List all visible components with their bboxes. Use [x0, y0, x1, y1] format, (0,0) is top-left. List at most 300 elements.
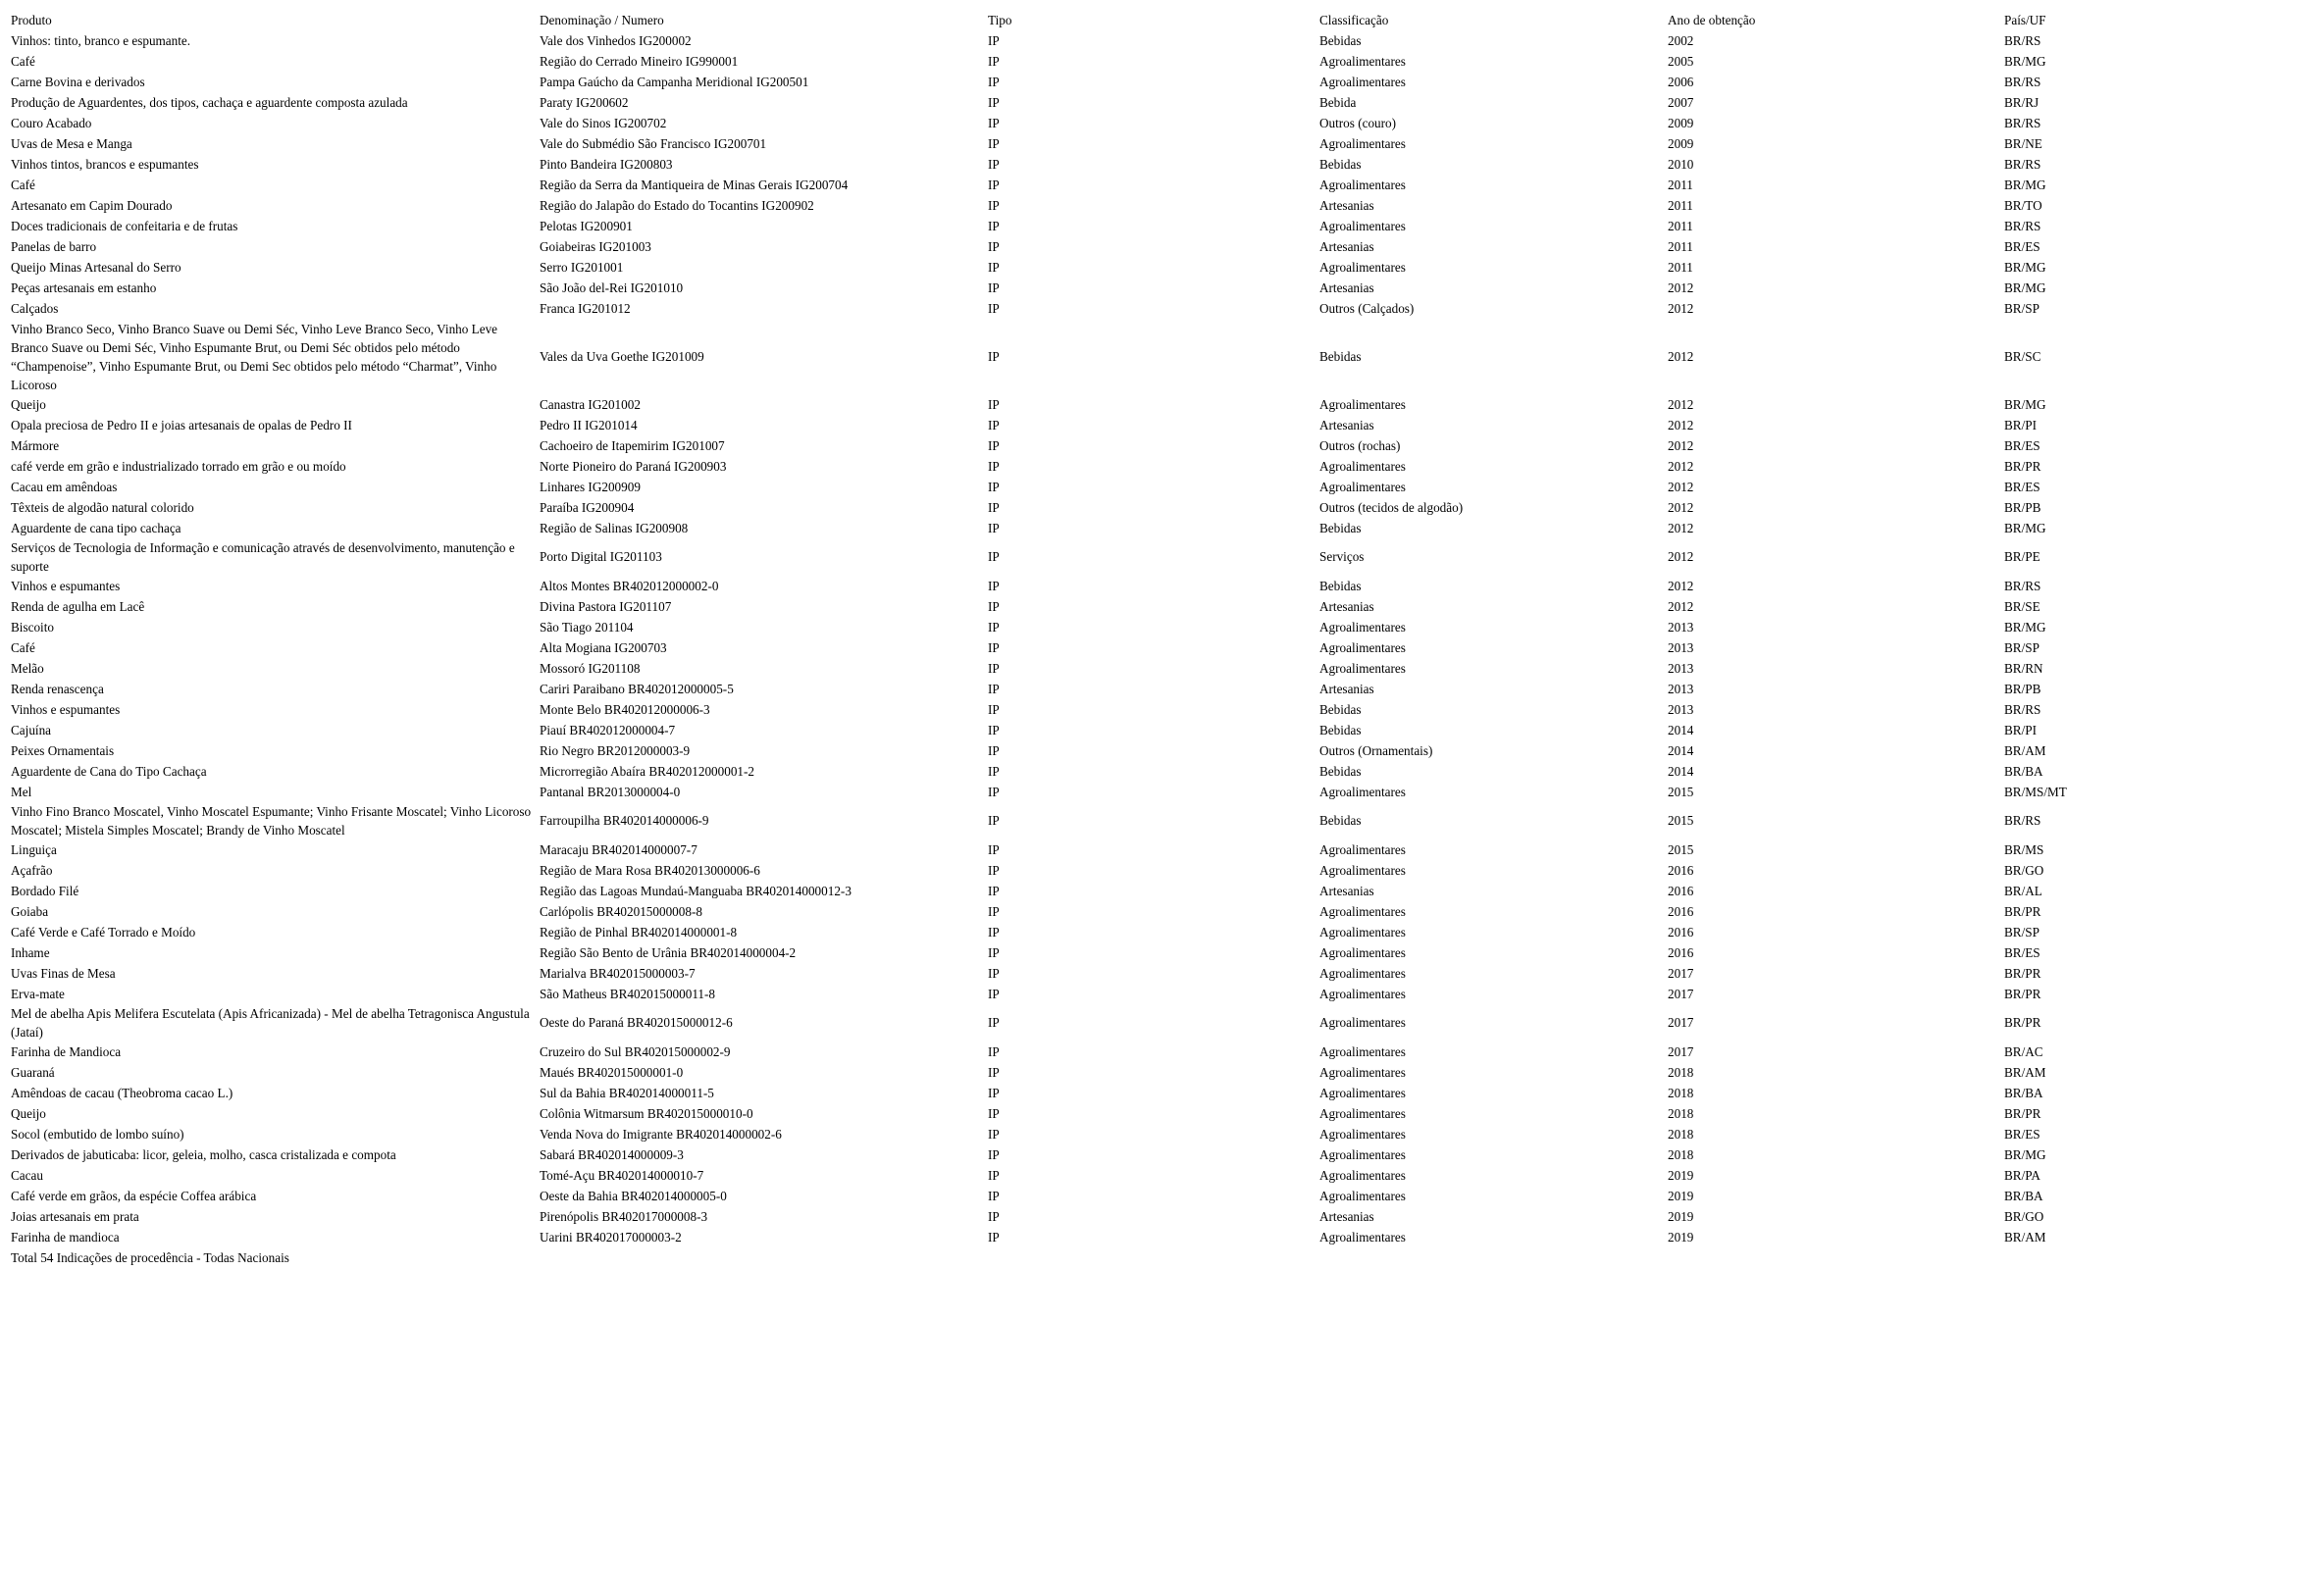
cell-tipo[interactable]: IP: [988, 986, 1000, 1001]
cell-denominacao[interactable]: Piauí BR402012000004-7: [540, 722, 676, 737]
header-denominacao[interactable]: Denominação / Numero: [540, 12, 664, 27]
cell-classificacao[interactable]: Agroalimentares: [1319, 479, 1406, 494]
cell-classificacao[interactable]: Agroalimentares: [1319, 841, 1406, 857]
cell-pais-uf[interactable]: BR/NE: [2004, 135, 2042, 151]
cell-produto[interactable]: Derivados de jabuticaba: licor, geleia, molho, casca cristalizada e compota: [11, 1147, 396, 1162]
cell-produto[interactable]: Erva-mate: [11, 987, 65, 1001]
cell-produto[interactable]: Vinhos: tinto, branco e espumante.: [11, 33, 191, 48]
cell-produto[interactable]: Doces tradicionais de confeitaria e de frutas: [11, 219, 238, 233]
cell-produto[interactable]: Uvas de Mesa e Manga: [11, 136, 132, 151]
cell-pais-uf[interactable]: BR/PI: [2004, 722, 2037, 737]
cell-pais-uf[interactable]: BR/PR: [2004, 986, 2041, 1001]
cell-tipo[interactable]: IP: [988, 1229, 1000, 1245]
cell-produto[interactable]: Café: [11, 54, 35, 69]
cell-denominacao[interactable]: Rio Negro BR2012000003-9: [540, 742, 691, 758]
cell-denominacao[interactable]: Alta Mogiana IG200703: [540, 639, 667, 655]
cell-classificacao[interactable]: Artesanias: [1319, 1208, 1374, 1224]
cell-tipo[interactable]: IP: [988, 701, 1000, 717]
cell-tipo[interactable]: IP: [988, 479, 1000, 494]
cell-ano[interactable]: 2018: [1668, 1146, 1694, 1162]
cell-produto[interactable]: Amêndoas de cacau (Theobroma cacao L.): [11, 1086, 233, 1100]
cell-classificacao[interactable]: Agroalimentares: [1319, 53, 1406, 69]
cell-ano[interactable]: 2016: [1668, 862, 1694, 878]
cell-pais-uf[interactable]: BR/TO: [2004, 197, 2042, 213]
cell-produto[interactable]: Opala preciosa de Pedro II e joias artesanais de opalas de Pedro II: [11, 418, 352, 432]
cell-tipo[interactable]: IP: [988, 1043, 1000, 1059]
cell-produto[interactable]: Artesanato em Capim Dourado: [11, 198, 173, 213]
cell-tipo[interactable]: IP: [988, 841, 1000, 857]
cell-tipo[interactable]: IP: [988, 1208, 1000, 1224]
cell-pais-uf[interactable]: BR/ES: [2004, 1126, 2040, 1142]
cell-produto[interactable]: Biscoito: [11, 620, 54, 635]
cell-tipo[interactable]: IP: [988, 218, 1000, 233]
cell-pais-uf[interactable]: BR/MG: [2004, 259, 2046, 275]
cell-produto[interactable]: Couro Acabado: [11, 116, 92, 130]
cell-produto[interactable]: Produção de Aguardentes, dos tipos, cachaça e aguardente composta azulada: [11, 95, 408, 110]
cell-tipo[interactable]: IP: [988, 549, 1000, 565]
cell-ano[interactable]: 2017: [1668, 986, 1694, 1001]
cell-denominacao[interactable]: Região da Serra da Mantiqueira de Minas Gerais IG200704: [540, 177, 849, 192]
cell-pais-uf[interactable]: BR/MG: [2004, 279, 2046, 295]
cell-ano[interactable]: 2002: [1668, 32, 1694, 48]
cell-denominacao[interactable]: São Tiago 201104: [540, 619, 634, 635]
cell-produto[interactable]: Mel de abelha Apis Melifera Escutelata (Apis Africanizada) - Mel de abelha Tetragonisca Angustula (Jataí): [11, 1006, 530, 1040]
cell-classificacao[interactable]: Agroalimentares: [1319, 1105, 1406, 1121]
cell-produto[interactable]: Vinhos tintos, brancos e espumantes: [11, 157, 199, 172]
cell-ano[interactable]: 2013: [1668, 660, 1694, 676]
cell-classificacao[interactable]: Agroalimentares: [1319, 1085, 1406, 1100]
cell-denominacao[interactable]: Vale do Submédio São Francisco IG200701: [540, 135, 767, 151]
cell-denominacao[interactable]: Porto Digital IG201103: [540, 549, 662, 565]
cell-classificacao[interactable]: Agroalimentares: [1319, 458, 1406, 474]
cell-denominacao[interactable]: Colônia Witmarsum BR402015000010-0: [540, 1105, 753, 1121]
cell-ano[interactable]: 2015: [1668, 841, 1694, 857]
cell-ano[interactable]: 2012: [1668, 437, 1694, 453]
cell-denominacao[interactable]: Monte Belo BR402012000006-3: [540, 701, 710, 717]
cell-ano[interactable]: 2011: [1668, 238, 1693, 254]
cell-tipo[interactable]: IP: [988, 53, 1000, 69]
cell-denominacao[interactable]: Oeste da Bahia BR402014000005-0: [540, 1188, 727, 1203]
cell-ano[interactable]: 2018: [1668, 1126, 1694, 1142]
cell-ano[interactable]: 2012: [1668, 417, 1694, 432]
cell-pais-uf[interactable]: BR/BA: [2004, 763, 2043, 779]
cell-denominacao[interactable]: Paraty IG200602: [540, 94, 629, 110]
cell-classificacao[interactable]: Agroalimentares: [1319, 1167, 1406, 1183]
cell-tipo[interactable]: IP: [988, 156, 1000, 172]
cell-tipo[interactable]: IP: [988, 279, 1000, 295]
cell-ano[interactable]: 2012: [1668, 458, 1694, 474]
cell-denominacao[interactable]: Sul da Bahia BR402014000011-5: [540, 1085, 714, 1100]
header-ano[interactable]: Ano de obtenção: [1668, 12, 1756, 27]
cell-tipo[interactable]: IP: [988, 862, 1000, 878]
cell-denominacao[interactable]: Uarini BR402017000003-2: [540, 1229, 682, 1245]
cell-classificacao[interactable]: Bebidas: [1319, 813, 1362, 829]
cell-tipo[interactable]: IP: [988, 965, 1000, 981]
cell-denominacao[interactable]: Vale do Sinos IG200702: [540, 115, 667, 130]
cell-classificacao[interactable]: Agroalimentares: [1319, 218, 1406, 233]
cell-tipo[interactable]: IP: [988, 1126, 1000, 1142]
cell-produto[interactable]: Inhame: [11, 945, 50, 960]
cell-ano[interactable]: 2011: [1668, 259, 1693, 275]
cell-produto[interactable]: Serviços de Tecnologia de Informação e comunicação através de desenvolvimento, manutenção e suporte: [11, 540, 515, 574]
cell-pais-uf[interactable]: BR/ES: [2004, 437, 2040, 453]
cell-classificacao[interactable]: Outros (Ornamentais): [1319, 742, 1433, 758]
cell-ano[interactable]: 2016: [1668, 883, 1694, 898]
cell-tipo[interactable]: IP: [988, 1105, 1000, 1121]
cell-classificacao[interactable]: Artesanias: [1319, 417, 1374, 432]
cell-ano[interactable]: 2014: [1668, 763, 1694, 779]
cell-pais-uf[interactable]: BR/AM: [2004, 742, 2046, 758]
cell-pais-uf[interactable]: BR/RS: [2004, 813, 2041, 829]
cell-denominacao[interactable]: Cachoeiro de Itapemirim IG201007: [540, 437, 725, 453]
cell-classificacao[interactable]: Agroalimentares: [1319, 965, 1406, 981]
cell-tipo[interactable]: IP: [988, 417, 1000, 432]
cell-produto[interactable]: Uvas Finas de Mesa: [11, 966, 116, 981]
cell-ano[interactable]: 2013: [1668, 701, 1694, 717]
cell-pais-uf[interactable]: BR/RN: [2004, 660, 2043, 676]
header-tipo[interactable]: Tipo: [988, 12, 1012, 27]
cell-pais-uf[interactable]: BR/PE: [2004, 549, 2040, 565]
cell-produto[interactable]: Queijo: [11, 1106, 46, 1121]
cell-pais-uf[interactable]: BR/RS: [2004, 578, 2041, 593]
cell-tipo[interactable]: IP: [988, 300, 1000, 316]
cell-produto[interactable]: Peixes Ornamentais: [11, 743, 115, 758]
cell-ano[interactable]: 2012: [1668, 520, 1694, 535]
cell-ano[interactable]: 2011: [1668, 177, 1693, 192]
cell-tipo[interactable]: IP: [988, 883, 1000, 898]
cell-produto[interactable]: Vinhos e espumantes: [11, 579, 121, 593]
cell-tipo[interactable]: IP: [988, 763, 1000, 779]
cell-denominacao[interactable]: Goiabeiras IG201003: [540, 238, 651, 254]
cell-tipo[interactable]: IP: [988, 74, 1000, 89]
cell-tipo[interactable]: IP: [988, 639, 1000, 655]
cell-tipo[interactable]: IP: [988, 598, 1000, 614]
cell-ano[interactable]: 2012: [1668, 499, 1694, 515]
cell-produto[interactable]: Melão: [11, 661, 44, 676]
cell-denominacao[interactable]: Mossoró IG201108: [540, 660, 641, 676]
cell-ano[interactable]: 2011: [1668, 218, 1693, 233]
cell-produto[interactable]: Bordado Filé: [11, 884, 79, 898]
cell-tipo[interactable]: IP: [988, 1085, 1000, 1100]
cell-ano[interactable]: 2016: [1668, 924, 1694, 940]
cell-ano[interactable]: 2012: [1668, 279, 1694, 295]
cell-denominacao[interactable]: Farroupilha BR402014000006-9: [540, 813, 709, 829]
cell-ano[interactable]: 2016: [1668, 903, 1694, 919]
cell-classificacao[interactable]: Agroalimentares: [1319, 74, 1406, 89]
cell-pais-uf[interactable]: BR/PR: [2004, 458, 2041, 474]
cell-pais-uf[interactable]: BR/PR: [2004, 965, 2041, 981]
cell-tipo[interactable]: IP: [988, 1146, 1000, 1162]
cell-produto[interactable]: Mel: [11, 785, 32, 799]
cell-ano[interactable]: 2016: [1668, 944, 1694, 960]
cell-ano[interactable]: 2013: [1668, 639, 1694, 655]
cell-produto[interactable]: Queijo Minas Artesanal do Serro: [11, 260, 181, 275]
cell-tipo[interactable]: IP: [988, 348, 1000, 364]
cell-classificacao[interactable]: Agroalimentares: [1319, 986, 1406, 1001]
cell-denominacao[interactable]: Região de Salinas IG200908: [540, 520, 689, 535]
cell-classificacao[interactable]: Agroalimentares: [1319, 177, 1406, 192]
cell-denominacao[interactable]: Região do Jalapão do Estado do Tocantins IG200902: [540, 197, 814, 213]
cell-produto[interactable]: Renda de agulha em Lacê: [11, 599, 145, 614]
cell-ano[interactable]: 2011: [1668, 197, 1693, 213]
cell-tipo[interactable]: IP: [988, 660, 1000, 676]
cell-classificacao[interactable]: Agroalimentares: [1319, 944, 1406, 960]
header-classificacao[interactable]: Classificação: [1319, 12, 1389, 27]
cell-pais-uf[interactable]: BR/ES: [2004, 479, 2040, 494]
cell-pais-uf[interactable]: BR/SP: [2004, 300, 2040, 316]
cell-denominacao[interactable]: Região São Bento de Urânia BR402014000004-2: [540, 944, 797, 960]
cell-tipo[interactable]: IP: [988, 1188, 1000, 1203]
cell-denominacao[interactable]: Marialva BR402015000003-7: [540, 965, 696, 981]
cell-tipo[interactable]: IP: [988, 499, 1000, 515]
cell-pais-uf[interactable]: BR/MG: [2004, 619, 2046, 635]
cell-classificacao[interactable]: Agroalimentares: [1319, 135, 1406, 151]
cell-ano[interactable]: 2012: [1668, 396, 1694, 412]
cell-pais-uf[interactable]: BR/SC: [2004, 348, 2041, 364]
cell-pais-uf[interactable]: BR/SP: [2004, 924, 2040, 940]
total-empty-cell[interactable]: [2004, 1247, 2306, 1268]
cell-produto[interactable]: Vinho Branco Seco, Vinho Branco Suave ou Demi Séc, Vinho Leve Branco Seco, Vinho Leve Branco Suave ou Demi Séc, Vinho Espumante Brut, ou Demi Séc obtidos pelo método “Champenoise”, Vinho Espumante Brut, ou Demi Sec obtidos pelo método “Charmat”, Vinho Licoroso: [11, 321, 498, 392]
cell-tipo[interactable]: IP: [988, 1167, 1000, 1183]
cell-classificacao[interactable]: Bebidas: [1319, 156, 1362, 172]
cell-tipo[interactable]: IP: [988, 1015, 1000, 1031]
cell-tipo[interactable]: IP: [988, 135, 1000, 151]
cell-pais-uf[interactable]: BR/RS: [2004, 115, 2041, 130]
cell-ano[interactable]: 2012: [1668, 300, 1694, 316]
cell-denominacao[interactable]: Região de Mara Rosa BR402013000006-6: [540, 862, 760, 878]
cell-ano[interactable]: 2006: [1668, 74, 1694, 89]
header-produto[interactable]: Produto: [11, 12, 52, 27]
cell-ano[interactable]: 2017: [1668, 1043, 1694, 1059]
cell-produto[interactable]: café verde em grão e industrializado torrado em grão e ou moído: [11, 459, 346, 474]
cell-classificacao[interactable]: Agroalimentares: [1319, 1126, 1406, 1142]
cell-denominacao[interactable]: Maués BR402015000001-0: [540, 1064, 684, 1080]
cell-classificacao[interactable]: Agroalimentares: [1319, 619, 1406, 635]
cell-pais-uf[interactable]: BR/RS: [2004, 74, 2041, 89]
cell-tipo[interactable]: IP: [988, 94, 1000, 110]
cell-ano[interactable]: 2014: [1668, 722, 1694, 737]
cell-denominacao[interactable]: Região de Pinhal BR402014000001-8: [540, 924, 738, 940]
cell-classificacao[interactable]: Bebida: [1319, 94, 1357, 110]
cell-pais-uf[interactable]: BR/MG: [2004, 1146, 2046, 1162]
cell-classificacao[interactable]: Artesanias: [1319, 197, 1374, 213]
cell-produto[interactable]: Aguardente de cana tipo cachaça: [11, 521, 181, 535]
cell-ano[interactable]: 2017: [1668, 965, 1694, 981]
cell-ano[interactable]: 2018: [1668, 1064, 1694, 1080]
cell-classificacao[interactable]: Serviços: [1319, 549, 1365, 565]
cell-produto[interactable]: Panelas de barro: [11, 239, 97, 254]
cell-denominacao[interactable]: Cariri Paraibano BR402012000005-5: [540, 681, 734, 696]
cell-ano[interactable]: 2012: [1668, 578, 1694, 593]
cell-pais-uf[interactable]: BR/MS: [2004, 841, 2044, 857]
cell-denominacao[interactable]: Pantanal BR2013000004-0: [540, 784, 681, 799]
cell-classificacao[interactable]: Outros (tecidos de algodão): [1319, 499, 1464, 515]
cell-ano[interactable]: 2012: [1668, 598, 1694, 614]
cell-produto[interactable]: Peças artesanais em estanho: [11, 280, 157, 295]
cell-denominacao[interactable]: Pinto Bandeira IG200803: [540, 156, 673, 172]
cell-denominacao[interactable]: Tomé-Açu BR402014000010-7: [540, 1167, 704, 1183]
cell-classificacao[interactable]: Outros (couro): [1319, 115, 1397, 130]
cell-tipo[interactable]: IP: [988, 784, 1000, 799]
cell-pais-uf[interactable]: BR/SE: [2004, 598, 2040, 614]
cell-denominacao[interactable]: Franca IG201012: [540, 300, 631, 316]
cell-tipo[interactable]: IP: [988, 259, 1000, 275]
cell-produto[interactable]: Farinha de Mandioca: [11, 1044, 122, 1059]
cell-denominacao[interactable]: Pedro II IG201014: [540, 417, 638, 432]
cell-denominacao[interactable]: Venda Nova do Imigrante BR402014000002-6: [540, 1126, 782, 1142]
cell-classificacao[interactable]: Artesanias: [1319, 238, 1374, 254]
cell-tipo[interactable]: IP: [988, 1064, 1000, 1080]
cell-pais-uf[interactable]: BR/BA: [2004, 1085, 2043, 1100]
cell-ano[interactable]: 2015: [1668, 813, 1694, 829]
cell-denominacao[interactable]: Pampa Gaúcho da Campanha Meridional IG200501: [540, 74, 809, 89]
total-empty-cell[interactable]: [1319, 1247, 1668, 1268]
cell-ano[interactable]: 2019: [1668, 1229, 1694, 1245]
cell-denominacao[interactable]: Serro IG201001: [540, 259, 624, 275]
cell-tipo[interactable]: IP: [988, 32, 1000, 48]
cell-ano[interactable]: 2012: [1668, 479, 1694, 494]
cell-classificacao[interactable]: Bebidas: [1319, 701, 1362, 717]
cell-classificacao[interactable]: Outros (rochas): [1319, 437, 1401, 453]
total-empty-cell[interactable]: [988, 1247, 1319, 1268]
cell-pais-uf[interactable]: BR/RS: [2004, 701, 2041, 717]
cell-produto[interactable]: Cacau: [11, 1168, 43, 1183]
cell-pais-uf[interactable]: BR/PR: [2004, 1105, 2041, 1121]
cell-classificacao[interactable]: Agroalimentares: [1319, 1064, 1406, 1080]
cell-pais-uf[interactable]: BR/RS: [2004, 32, 2041, 48]
cell-pais-uf[interactable]: BR/PR: [2004, 903, 2041, 919]
cell-ano[interactable]: 2014: [1668, 742, 1694, 758]
cell-tipo[interactable]: IP: [988, 578, 1000, 593]
cell-pais-uf[interactable]: BR/PR: [2004, 1015, 2041, 1031]
cell-classificacao[interactable]: Agroalimentares: [1319, 1043, 1406, 1059]
cell-produto[interactable]: Vinho Fino Branco Moscatel, Vinho Moscatel Espumante; Vinho Frisante Moscatel; Vinho Licoroso Moscatel; Mistela Simples Moscatel; Brandy de Vinho Moscatel: [11, 804, 532, 838]
cell-produto[interactable]: Socol (embutido de lombo suíno): [11, 1127, 184, 1142]
cell-classificacao[interactable]: Agroalimentares: [1319, 396, 1406, 412]
cell-classificacao[interactable]: Artesanias: [1319, 598, 1374, 614]
cell-pais-uf[interactable]: BR/RJ: [2004, 94, 2040, 110]
cell-ano[interactable]: 2013: [1668, 681, 1694, 696]
cell-tipo[interactable]: IP: [988, 681, 1000, 696]
cell-pais-uf[interactable]: BR/AL: [2004, 883, 2042, 898]
cell-classificacao[interactable]: Artesanias: [1319, 883, 1374, 898]
cell-pais-uf[interactable]: BR/RS: [2004, 218, 2041, 233]
cell-produto[interactable]: Café verde em grãos, da espécie Coffea arábica: [11, 1189, 257, 1203]
cell-pais-uf[interactable]: BR/MG: [2004, 53, 2046, 69]
cell-tipo[interactable]: IP: [988, 458, 1000, 474]
cell-tipo[interactable]: IP: [988, 115, 1000, 130]
cell-pais-uf[interactable]: BR/MG: [2004, 520, 2046, 535]
cell-classificacao[interactable]: Agroalimentares: [1319, 924, 1406, 940]
cell-classificacao[interactable]: Artesanias: [1319, 681, 1374, 696]
cell-pais-uf[interactable]: BR/AM: [2004, 1064, 2046, 1080]
cell-produto[interactable]: Café: [11, 178, 35, 192]
cell-denominacao[interactable]: Pelotas IG200901: [540, 218, 633, 233]
cell-denominacao[interactable]: Linhares IG200909: [540, 479, 641, 494]
cell-produto[interactable]: Açafrão: [11, 863, 53, 878]
cell-pais-uf[interactable]: BR/PB: [2004, 499, 2041, 515]
cell-produto[interactable]: Carne Bovina e derivados: [11, 75, 145, 89]
cell-ano[interactable]: 2019: [1668, 1208, 1694, 1224]
cell-classificacao[interactable]: Bebidas: [1319, 763, 1362, 779]
cell-denominacao[interactable]: Norte Pioneiro do Paraná IG200903: [540, 458, 727, 474]
cell-classificacao[interactable]: Bebidas: [1319, 348, 1362, 364]
cell-denominacao[interactable]: Microrregião Abaíra BR402012000001-2: [540, 763, 755, 779]
header-pais-uf[interactable]: País/UF: [2004, 12, 2046, 27]
cell-classificacao[interactable]: Bebidas: [1319, 722, 1362, 737]
cell-produto[interactable]: Guaraná: [11, 1065, 55, 1080]
cell-denominacao[interactable]: Altos Montes BR402012000002-0: [540, 578, 719, 593]
cell-denominacao[interactable]: Região do Cerrado Mineiro IG990001: [540, 53, 739, 69]
cell-ano[interactable]: 2009: [1668, 135, 1694, 151]
cell-denominacao[interactable]: Oeste do Paraná BR402015000012-6: [540, 1015, 733, 1031]
cell-tipo[interactable]: IP: [988, 238, 1000, 254]
cell-classificacao[interactable]: Bebidas: [1319, 578, 1362, 593]
cell-denominacao[interactable]: Maracaju BR402014000007-7: [540, 841, 697, 857]
cell-produto[interactable]: Café: [11, 640, 35, 655]
cell-ano[interactable]: 2013: [1668, 619, 1694, 635]
cell-pais-uf[interactable]: BR/BA: [2004, 1188, 2043, 1203]
cell-tipo[interactable]: IP: [988, 437, 1000, 453]
cell-ano[interactable]: 2019: [1668, 1188, 1694, 1203]
cell-denominacao[interactable]: São João del-Rei IG201010: [540, 279, 684, 295]
cell-denominacao[interactable]: Região das Lagoas Mundaú-Manguaba BR402014000012-3: [540, 883, 852, 898]
cell-denominacao[interactable]: São Matheus BR402015000011-8: [540, 986, 716, 1001]
cell-pais-uf[interactable]: BR/ES: [2004, 238, 2040, 254]
cell-pais-uf[interactable]: BR/AC: [2004, 1043, 2043, 1059]
cell-tipo[interactable]: IP: [988, 903, 1000, 919]
total-empty-cell[interactable]: [1668, 1247, 2004, 1268]
cell-pais-uf[interactable]: BR/MS/MT: [2004, 784, 2067, 799]
cell-classificacao[interactable]: Agroalimentares: [1319, 660, 1406, 676]
cell-produto[interactable]: Goiaba: [11, 904, 49, 919]
cell-tipo[interactable]: IP: [988, 813, 1000, 829]
cell-tipo[interactable]: IP: [988, 197, 1000, 213]
cell-produto[interactable]: Vinhos e espumantes: [11, 702, 121, 717]
cell-tipo[interactable]: IP: [988, 944, 1000, 960]
cell-produto[interactable]: Café Verde e Café Torrado e Moído: [11, 925, 196, 940]
cell-classificacao[interactable]: Agroalimentares: [1319, 1146, 1406, 1162]
cell-ano[interactable]: 2017: [1668, 1015, 1694, 1031]
cell-tipo[interactable]: IP: [988, 177, 1000, 192]
cell-ano[interactable]: 2009: [1668, 115, 1694, 130]
cell-produto[interactable]: Cajuína: [11, 723, 52, 737]
cell-produto[interactable]: Calçados: [11, 301, 59, 316]
cell-classificacao[interactable]: Agroalimentares: [1319, 784, 1406, 799]
cell-pais-uf[interactable]: BR/PB: [2004, 681, 2041, 696]
cell-pais-uf[interactable]: BR/PI: [2004, 417, 2037, 432]
cell-ano[interactable]: 2018: [1668, 1085, 1694, 1100]
cell-pais-uf[interactable]: BR/AM: [2004, 1229, 2046, 1245]
cell-tipo[interactable]: IP: [988, 924, 1000, 940]
cell-pais-uf[interactable]: BR/ES: [2004, 944, 2040, 960]
cell-ano[interactable]: 2012: [1668, 348, 1694, 364]
cell-produto[interactable]: Mármore: [11, 438, 60, 453]
cell-ano[interactable]: 2018: [1668, 1105, 1694, 1121]
cell-denominacao[interactable]: Canastra IG201002: [540, 396, 641, 412]
cell-produto[interactable]: Cacau em amêndoas: [11, 480, 118, 494]
cell-classificacao[interactable]: Agroalimentares: [1319, 259, 1406, 275]
total-cell[interactable]: Total 54 Indicações de procedência - Todas Nacionais: [11, 1249, 289, 1265]
total-empty-cell[interactable]: [540, 1247, 988, 1268]
cell-produto[interactable]: Aguardente de Cana do Tipo Cachaça: [11, 764, 207, 779]
cell-tipo[interactable]: IP: [988, 722, 1000, 737]
cell-ano[interactable]: 2019: [1668, 1167, 1694, 1183]
cell-denominacao[interactable]: Divina Pastora IG201107: [540, 598, 672, 614]
cell-classificacao[interactable]: Agroalimentares: [1319, 1229, 1406, 1245]
cell-classificacao[interactable]: Agroalimentares: [1319, 1015, 1406, 1031]
cell-ano[interactable]: 2007: [1668, 94, 1694, 110]
